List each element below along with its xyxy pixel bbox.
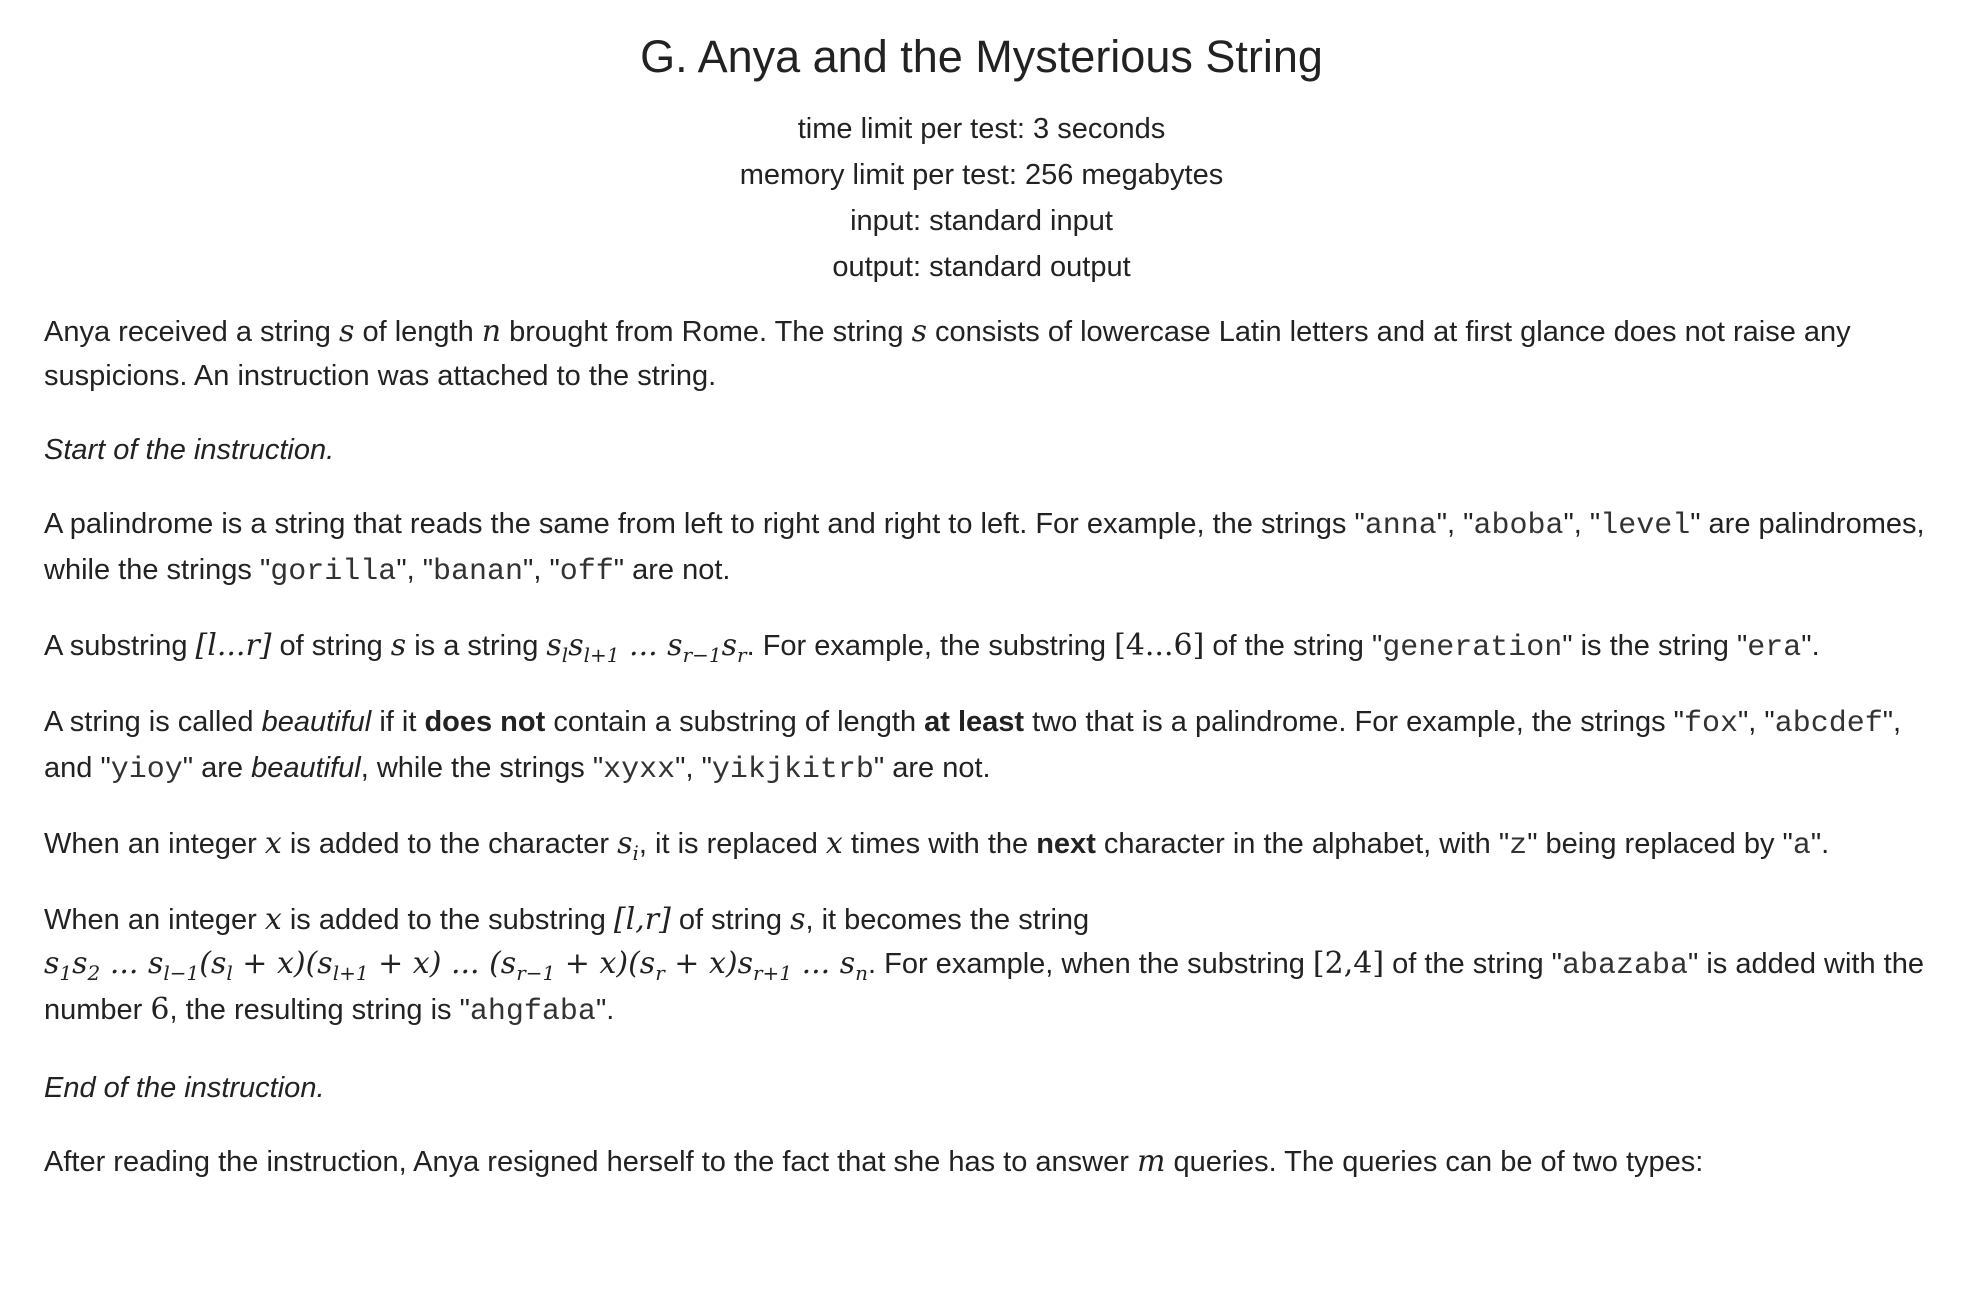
text: ", "	[523, 554, 560, 586]
example-word: banan	[433, 555, 524, 589]
text: brought from Rome. The string	[501, 316, 912, 348]
text: A string is called	[44, 706, 262, 738]
text: " are not.	[613, 554, 731, 586]
text: , it is replaced	[638, 828, 826, 860]
bold: next	[1036, 828, 1096, 860]
math-s: s	[790, 902, 806, 937]
text: if it	[371, 706, 425, 738]
time-limit: time limit per test: 3 seconds	[797, 113, 1166, 145]
text: is a string	[406, 630, 547, 662]
text: ", and "	[44, 706, 1902, 784]
math-x: x	[825, 826, 843, 861]
math-x: x	[264, 902, 282, 937]
text: " are	[182, 752, 252, 784]
example-word: yioy	[110, 753, 183, 787]
paragraph-queries	[44, 1140, 1935, 1184]
text: , while the strings "	[360, 752, 604, 784]
emphasis: beautiful	[261, 706, 372, 738]
text: . For example, when the substring	[868, 948, 1313, 980]
text: " are palindromes, while the strings "	[44, 508, 1925, 586]
text: ".	[1801, 630, 1820, 662]
math-m: m	[1136, 1144, 1166, 1179]
text: " is added with the number	[44, 948, 1924, 1026]
example-word: era	[1747, 631, 1802, 665]
problem-statement	[44, 310, 1935, 1184]
paragraph-palindrome	[44, 502, 1935, 594]
math-number: 6	[150, 992, 170, 1027]
instruction-end-text: End of the instruction.	[44, 1072, 325, 1104]
math-s: s	[338, 314, 355, 349]
text: ".	[1810, 828, 1830, 860]
math-result-expr: $s_1s_2$ ... $s_{l-1}(s_l + x)(s_{l+1} + x)$ ... $(s_{r-1} + x)(s_r + x)s_{r+1}$ ... $s_n$	[44, 946, 869, 985]
paragraph-instruction-start	[44, 428, 1935, 472]
text: of the string "	[1204, 630, 1383, 662]
emphasis: beautiful	[251, 752, 361, 784]
example-char: z	[1509, 829, 1528, 863]
math-substring-expr: $s_ls_{l+1}$ ... $s_{r-1}s_r$	[546, 628, 747, 667]
paragraph-add-char	[44, 822, 1935, 868]
example-word: aboba	[1473, 509, 1564, 543]
text: A substring	[44, 630, 196, 662]
text: of string	[271, 630, 391, 662]
text: consists of lowercase Latin letters and at first glance does not raise any suspicions. An instruction was attached to the string.	[44, 316, 1851, 392]
text: ", "	[675, 752, 712, 784]
example-word: generation	[1382, 631, 1563, 665]
math-range-example: [4...6]	[1114, 628, 1205, 663]
paragraph-intro	[44, 310, 1935, 398]
text: of length	[354, 316, 482, 348]
text: ".	[595, 994, 615, 1026]
math-s-i: $s_i$	[617, 826, 639, 865]
text: . For example, the substring	[746, 630, 1115, 662]
problem-header	[0, 0, 1963, 290]
text: is added to the character	[281, 828, 618, 860]
text: When an integer	[44, 828, 265, 860]
example-word: abazaba	[1561, 949, 1688, 983]
instruction-start-text: Start of the instruction.	[44, 434, 335, 466]
problem-limits	[0, 106, 1963, 290]
text: is added to the substring	[281, 904, 614, 936]
text: ", "	[396, 554, 434, 586]
math-s: s	[390, 628, 407, 663]
text: " is the string "	[1562, 630, 1748, 662]
text: times with the	[842, 828, 1037, 860]
text: of the string "	[1384, 948, 1562, 980]
text: character in the alphabet, with "	[1095, 828, 1510, 860]
example-word: abcdef	[1774, 707, 1883, 741]
text: A palindrome is a string that reads the same from left to right and right to left. For example, the strings "	[44, 508, 1365, 540]
example-char: a	[1792, 829, 1811, 863]
input-spec: input: standard input	[850, 205, 1113, 237]
text: " being replaced by "	[1527, 828, 1793, 860]
example-word: xyxx	[603, 753, 676, 787]
text: , it becomes the string	[805, 904, 1090, 936]
output-spec: output: standard output	[832, 251, 1131, 283]
example-word: level	[1600, 509, 1691, 543]
text: two that is a palindrome. For example, the strings "	[1024, 706, 1684, 738]
example-word: gorilla	[270, 555, 397, 589]
text: , the resulting string is "	[169, 994, 470, 1026]
text: ", "	[1436, 508, 1474, 540]
example-word: ahgfaba	[469, 995, 596, 1029]
text: After reading the instruction, Anya resigned herself to the fact that she has to answer	[44, 1146, 1137, 1178]
math-s: s	[911, 314, 927, 349]
text: " are not.	[873, 752, 991, 784]
text: contain a substring of length	[545, 706, 925, 738]
paragraph-add-substring	[44, 898, 1935, 1034]
example-word: yikjkitrb	[711, 753, 874, 787]
example-word: anna	[1364, 509, 1437, 543]
text: When an integer	[44, 904, 265, 936]
math-n: n	[481, 314, 502, 349]
paragraph-substring	[44, 624, 1935, 670]
text: of string	[670, 904, 791, 936]
text: ", "	[1563, 508, 1601, 540]
example-word: off	[559, 555, 614, 589]
bold: does not	[424, 706, 546, 738]
text: queries. The queries can be of two types:	[1165, 1146, 1704, 1178]
math-range: [l,r]	[613, 902, 671, 937]
text: ", "	[1737, 706, 1775, 738]
bold: at least	[924, 706, 1025, 738]
math-range: [l...r]	[195, 628, 272, 663]
paragraph-instruction-end	[44, 1066, 1935, 1110]
example-word: fox	[1683, 707, 1738, 741]
math-x: x	[264, 826, 282, 861]
math-range-example: [2,4]	[1312, 946, 1385, 981]
paragraph-beautiful	[44, 700, 1935, 792]
problem-title: G. Anya and the Mysterious String	[640, 31, 1323, 82]
memory-limit: memory limit per test: 256 megabytes	[739, 159, 1224, 191]
text: Anya received a string	[44, 316, 339, 348]
